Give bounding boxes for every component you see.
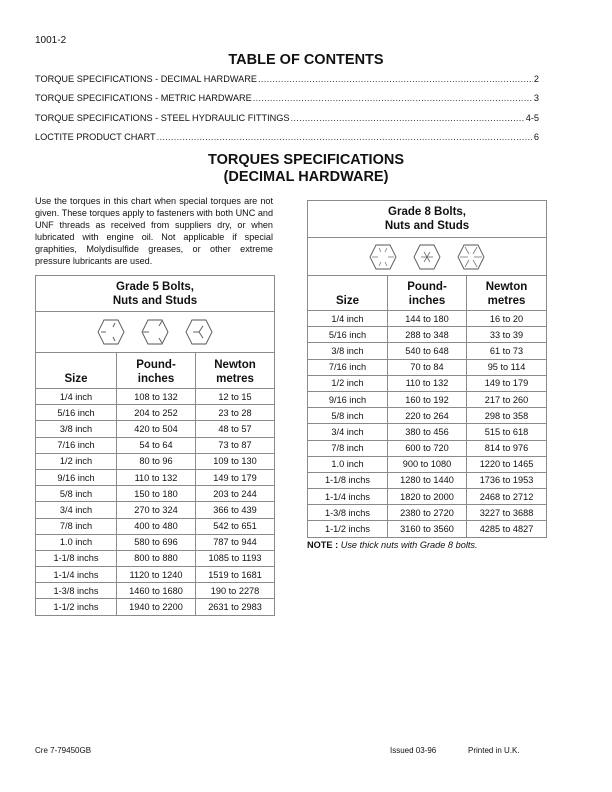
toc-entry-label: TORQUE SPECIFICATIONS - DECIMAL HARDWARE [35, 74, 258, 84]
cell-pound-inches: 1460 to 1680 [117, 583, 196, 599]
cell-pound-inches: 3160 to 3560 [388, 521, 467, 537]
cell-pound-inches: 400 to 480 [117, 518, 196, 534]
cell-newton-metres: 515 to 618 [467, 424, 547, 440]
toc-leader-dots [291, 113, 525, 123]
cell-size: 7/8 inch [36, 518, 117, 534]
cell-newton-metres: 203 to 244 [196, 486, 275, 502]
cell-newton-metres: 190 to 2278 [196, 583, 275, 599]
cell-size: 3/4 inch [308, 424, 388, 440]
cell-pound-inches: 2380 to 2720 [388, 505, 467, 521]
cell-size: 1-1/8 inchs [308, 472, 388, 488]
cell-size: 5/8 inch [36, 486, 117, 502]
cell-size: 1.0 inch [36, 534, 117, 550]
cell-size: 7/16 inch [308, 359, 388, 375]
grade5-torque-table [35, 275, 275, 616]
table-row [308, 391, 547, 407]
cell-pound-inches: 600 to 720 [388, 440, 467, 456]
grade5-header-newton-metres [196, 353, 275, 389]
cell-size: 9/16 inch [308, 391, 388, 407]
cell-pound-inches: 1280 to 1440 [388, 472, 467, 488]
cell-pound-inches: 1120 to 1240 [117, 567, 196, 583]
table-row [308, 359, 547, 375]
footer-doc-code: Cre 7-79450GB [35, 746, 92, 755]
toc-entry-label: TORQUE SPECIFICATIONS - METRIC HARDWARE [35, 93, 252, 104]
hex-bolt-head-6-marks-icon [369, 244, 397, 270]
table-row [308, 424, 547, 440]
cell-newton-metres: 149 to 179 [467, 375, 547, 391]
cell-size: 1-1/2 inchs [308, 521, 388, 537]
cell-newton-metres: 12 to 15 [196, 389, 275, 405]
header-line: Newton [214, 359, 256, 371]
footer-issued: Issued 03-96 [390, 746, 437, 755]
header-line: metres [487, 294, 526, 307]
cell-pound-inches: 1820 to 2000 [388, 489, 467, 505]
section-title-line2: (DECIMAL HARDWARE) [223, 169, 389, 185]
cell-pound-inches: 270 to 324 [117, 502, 196, 518]
toc-entry-label: LOCTITE PRODUCT CHART [35, 131, 156, 142]
table-row [308, 343, 547, 359]
cell-newton-metres: 16 to 20 [467, 311, 547, 327]
cell-newton-metres: 366 to 439 [196, 502, 275, 518]
cell-size: 1-1/4 inchs [308, 489, 388, 505]
grade5-header-size: Size [36, 353, 117, 389]
cell-pound-inches: 1940 to 2200 [117, 599, 196, 615]
table-row [36, 486, 275, 502]
cell-pound-inches: 144 to 180 [388, 311, 467, 327]
cell-size: 7/8 inch [308, 440, 388, 456]
table-row [36, 550, 275, 566]
cell-size: 7/16 inch [36, 437, 117, 453]
grade5-icon-row [36, 312, 275, 353]
cell-pound-inches: 420 to 504 [117, 421, 196, 437]
cell-newton-metres: 48 to 57 [196, 421, 275, 437]
table-row [36, 389, 275, 405]
toc-entry[interactable] [35, 74, 539, 93]
cell-pound-inches: 150 to 180 [117, 486, 196, 502]
table-row [36, 421, 275, 437]
table-row [36, 453, 275, 469]
toc-entry[interactable] [35, 93, 539, 112]
cell-newton-metres: 298 to 358 [467, 408, 547, 424]
table-row [308, 408, 547, 424]
toc-leader-dots [157, 132, 533, 142]
cell-size: 3/4 inch [36, 502, 117, 518]
cell-size: 1/4 inch [308, 311, 388, 327]
cell-size: 5/16 inch [308, 327, 388, 343]
cell-pound-inches: 80 to 96 [117, 453, 196, 469]
table-row [36, 599, 275, 615]
header-line: metres [216, 372, 254, 385]
cell-pound-inches: 108 to 132 [117, 389, 196, 405]
table-row [36, 583, 275, 599]
table-row [308, 375, 547, 391]
table-row [308, 327, 547, 343]
cell-newton-metres: 814 to 976 [467, 440, 547, 456]
table-row [308, 440, 547, 456]
table-row [36, 469, 275, 485]
table-row [36, 534, 275, 550]
cell-newton-metres: 73 to 87 [196, 437, 275, 453]
table-row [36, 405, 275, 421]
cell-newton-metres: 1519 to 1681 [196, 567, 275, 583]
toc-entry-page: 4-5 [525, 112, 539, 123]
cell-newton-metres: 61 to 73 [467, 343, 547, 359]
cell-newton-metres: 2468 to 2712 [467, 489, 547, 505]
grade8-torque-table [307, 200, 547, 538]
grade8-title-line1: Grade 8 Bolts, [388, 206, 466, 218]
cell-newton-metres: 3227 to 3688 [467, 505, 547, 521]
table-row [308, 521, 547, 537]
grade8-header-size: Size [308, 276, 388, 311]
intro-paragraph: Use the torques in this chart when special torques are not given. These torques apply to fasteners with both UNC and UNF threads as received from suppliers dry, or when lubricated with engine oil. Not applicable if special graphities, Molydisulfide greases, or other extreme pressure lubricants are used. [35, 196, 273, 267]
hex-nut-3-marks-icon [185, 319, 213, 345]
page-number: 1001-2 [35, 35, 67, 46]
grade8-header-pound-inches [388, 276, 467, 311]
table-row [308, 472, 547, 488]
header-line: inches [137, 372, 175, 385]
table-row [308, 311, 547, 327]
cell-pound-inches: 204 to 252 [117, 405, 196, 421]
footer-printed: Printed in U.K. [468, 746, 520, 755]
note-text: Use thick nuts with Grade 8 bolts. [340, 540, 478, 550]
hex-bolt-head-3-marks-alt-icon [141, 319, 169, 345]
grade8-title [308, 201, 547, 238]
cell-newton-metres: 217 to 260 [467, 391, 547, 407]
cell-pound-inches: 540 to 648 [388, 343, 467, 359]
table-row [36, 502, 275, 518]
cell-newton-metres: 542 to 651 [196, 518, 275, 534]
toc-entry[interactable] [35, 132, 539, 151]
cell-pound-inches: 220 to 264 [388, 408, 467, 424]
grade8-note [307, 540, 478, 550]
cell-size: 1/2 inch [308, 375, 388, 391]
cell-pound-inches: 160 to 192 [388, 391, 467, 407]
header-line: Newton [485, 281, 528, 293]
cell-size: 1-1/2 inchs [36, 599, 117, 615]
grade5-title [36, 276, 275, 312]
grade5-header-pound-inches [117, 353, 196, 389]
table-row [36, 518, 275, 534]
cell-size: 1-3/8 inchs [36, 583, 117, 599]
table-row [36, 437, 275, 453]
grade5-title-line1: Grade 5 Bolts, [116, 280, 194, 293]
cell-size: 5/16 inch [36, 405, 117, 421]
cell-size: 1-1/4 inchs [36, 567, 117, 583]
cell-newton-metres: 4285 to 4827 [467, 521, 547, 537]
cell-pound-inches: 70 to 84 [388, 359, 467, 375]
cell-size: 1.0 inch [308, 456, 388, 472]
section-title-line1: TORQUES SPECIFICATIONS [207, 152, 405, 168]
cell-pound-inches: 288 to 348 [388, 327, 467, 343]
toc-entry-page: 6 [533, 131, 539, 142]
cell-pound-inches: 380 to 456 [388, 424, 467, 440]
cell-size: 3/8 inch [308, 343, 388, 359]
header-line: inches [408, 294, 446, 307]
hex-nut-6-marks-icon [413, 244, 441, 270]
note-label: NOTE : [307, 540, 339, 550]
toc-title: TABLE OF CONTENTS [228, 52, 384, 68]
cell-size: 1/2 inch [36, 453, 117, 469]
toc-leader-dots [253, 93, 533, 103]
cell-size: 3/8 inch [36, 421, 117, 437]
cell-newton-metres: 1736 to 1953 [467, 472, 547, 488]
cell-pound-inches: 110 to 132 [117, 469, 196, 485]
toc-entry[interactable] [35, 113, 539, 132]
section-title [0, 152, 612, 186]
cell-newton-metres: 1085 to 1193 [196, 550, 275, 566]
cell-size: 5/8 inch [308, 408, 388, 424]
cell-newton-metres: 787 to 944 [196, 534, 275, 550]
header-line: Pound- [407, 281, 447, 293]
table-row [308, 456, 547, 472]
cell-newton-metres: 95 to 114 [467, 359, 547, 375]
header-line: Pound- [136, 359, 176, 371]
cell-size: 1-1/8 inchs [36, 550, 117, 566]
grade8-icon-row [308, 238, 547, 276]
hex-bolt-head-3-marks-icon [97, 319, 125, 345]
table-of-contents [35, 74, 539, 151]
grade5-title-line2: Nuts and Studs [112, 294, 198, 307]
hex-bolt-head-6-marks-alt-icon [457, 244, 485, 270]
cell-pound-inches: 54 to 64 [117, 437, 196, 453]
cell-pound-inches: 580 to 696 [117, 534, 196, 550]
table-row [308, 489, 547, 505]
cell-newton-metres: 109 to 130 [196, 453, 275, 469]
grade8-title-line2: Nuts and Studs [384, 220, 470, 232]
toc-entry-label: TORQUE SPECIFICATIONS - STEEL HYDRAULIC FITTINGS [35, 112, 290, 123]
toc-entry-page: 3 [533, 93, 539, 104]
cell-newton-metres: 23 to 28 [196, 405, 275, 421]
cell-size: 1-3/8 inchs [308, 505, 388, 521]
toc-entry-page: 2 [533, 74, 539, 84]
cell-newton-metres: 2631 to 2983 [196, 599, 275, 615]
cell-size: 9/16 inch [36, 469, 117, 485]
cell-newton-metres: 149 to 179 [196, 469, 275, 485]
toc-leader-dots [258, 74, 533, 84]
grade8-header-newton-metres [467, 276, 547, 311]
table-row [36, 567, 275, 583]
cell-size: 1/4 inch [36, 389, 117, 405]
cell-pound-inches: 800 to 880 [117, 550, 196, 566]
cell-newton-metres: 1220 to 1465 [467, 456, 547, 472]
cell-pound-inches: 110 to 132 [388, 375, 467, 391]
cell-newton-metres: 33 to 39 [467, 327, 547, 343]
table-row [308, 505, 547, 521]
cell-pound-inches: 900 to 1080 [388, 456, 467, 472]
